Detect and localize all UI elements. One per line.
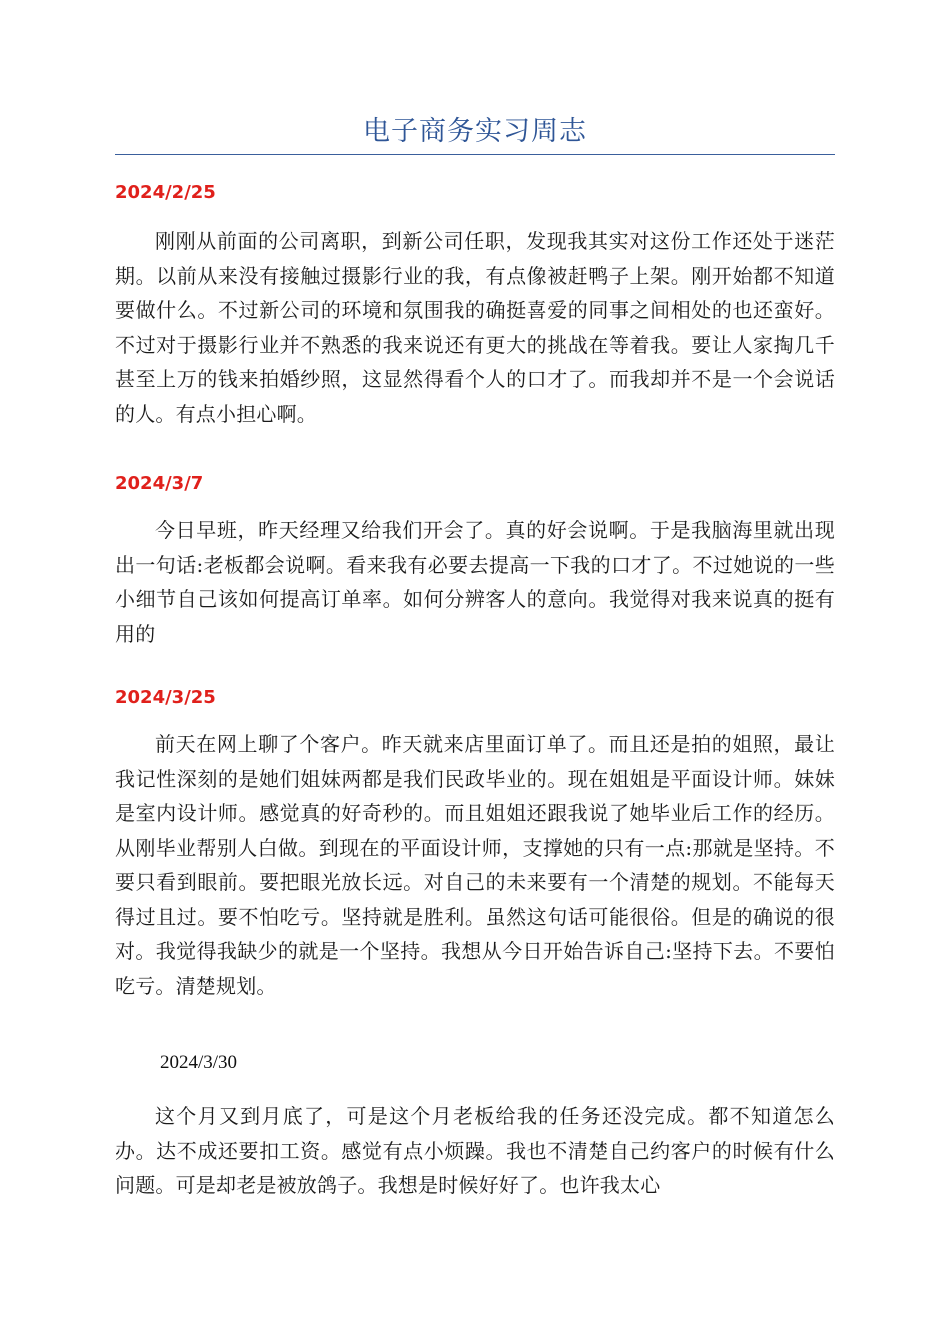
entry-paragraph: 刚刚从前面的公司离职，到新公司任职，发现我其实对这份工作还处于迷茫期。以前从来没有接触过摄影行业的我，有点像被赶鸭子上架。刚开始都不知道要做什么。不过新公司的环境和氛围我的确挺喜爱的同事之间相处的也还蛮好。不过对于摄影行业并不熟悉的我来说还有更大的挑战在等着我。要让人家掏几千甚至上万的钱来拍婚纱照，这显然得看个人的口才了。而我却并不是一个会说话的人。有点小担心啊。 [115, 229, 835, 426]
entry-paragraph: 今日早班，昨天经理又给我们开会了。真的好会说啊。于是我脑海里就出现出一句话:老板都会说啊。看来我有必要去提高一下我的口才了。不过她说的一些小细节自己该如何提高订单率。如何分辨客人的意向。我觉得对我来说真的挺有用的 [115, 518, 835, 646]
entry-paragraph: 这个月又到月底了，可是这个月老板给我的任务还没完成。都不知道怎么办。达不成还要扣工资。感觉有点小烦躁。我也不清楚自己约客户的时候有什么问题。可是却老是被放鸽子。我想是时候好好了。也许我太心 [115, 1104, 835, 1197]
entry-date: 2024/3/25 [115, 687, 216, 708]
title-underline [115, 154, 835, 155]
document-title: 电子商务实习周志 [363, 116, 587, 147]
entry-date: 2024/3/30 [160, 1052, 238, 1073]
entry-date: 2024/2/25 [115, 182, 216, 203]
entry-date: 2024/3/7 [115, 473, 204, 494]
entry-paragraph: 前天在网上聊了个客户。昨天就来店里面订单了。而且还是拍的姐照，最让我记性深刻的是她们姐妹两都是我们民政毕业的。现在姐姐是平面设计师。妹妹是室内设计师。感觉真的好奇秒的。而且姐姐还跟我说了她毕业后工作的经历。从刚毕业帮别人白做。到现在的平面设计师，支撑她的只有一点:那就是坚持。不要只看到眼前。要把眼光放长远。对自己的未来要有一个清楚的规划。不能每天得过且过。要不怕吃亏。坚持就是胜利。虽然这句话可能很俗。但是的确说的很对。我觉得我缺少的就是一个坚持。我想从今日开始告诉自己:坚持下去。不要怕吃亏。清楚规划。 [115, 732, 835, 998]
